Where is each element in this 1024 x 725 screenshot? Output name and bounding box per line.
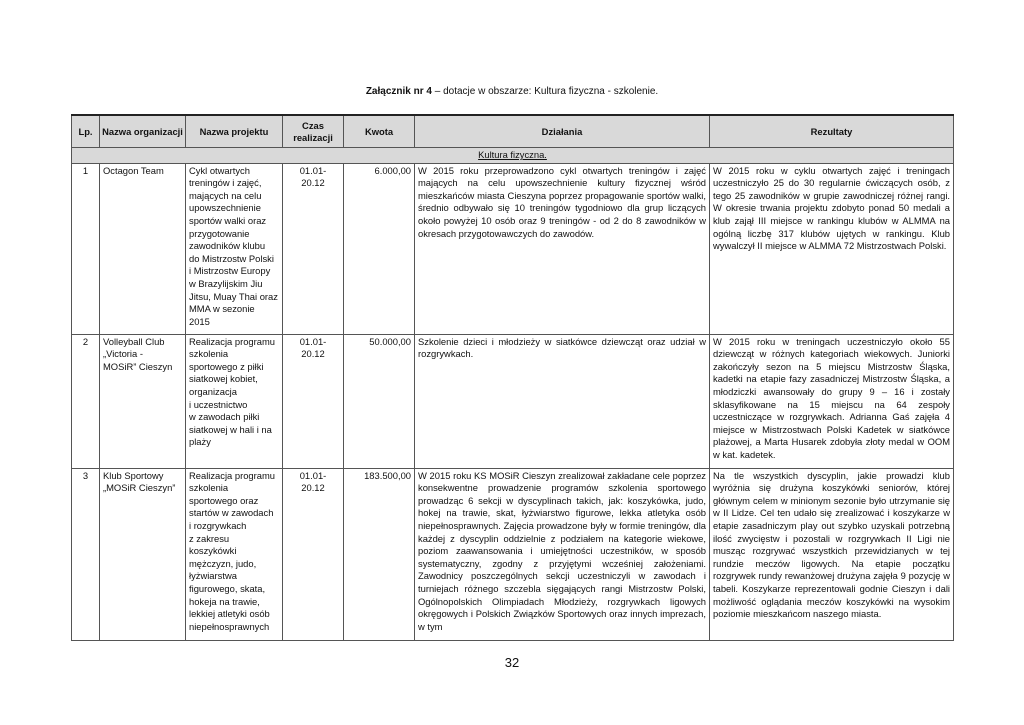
header-lp: Lp. xyxy=(72,115,100,148)
cell-projekt: Realizacja programu szkolenia sportowego oraz startów w zawodach i rozgrywkach z zakresu koszykówki mężczyzn, judo, łyżwiarstwa figurowego, skata, hokeja na trawie, lekkiej atletyki osób niepełnosprawnych xyxy=(186,468,283,640)
cell-dzialania: W 2015 roku przeprowadzono cykl otwartych treningów i zajęć mających na celu upowszechnienie kultury fizycznej wśród mieszkańców miasta Cieszyna poprzez propagowanie sportów walki, średnio odbywało się 10 treningów tygodniowo dla grup liczących około powyżej 10 osób oraz 9 treningów - od 2 do 8 zawodników w okresach przygotowawczych do zawodów. xyxy=(415,163,710,334)
cell-rezultaty: W 2015 roku w cyklu otwartych zajęć i treningach uczestniczyło 25 do 30 regularnie ćwiczących osób, z tego 25 zawodników w grupie zawodniczej różnej rangi. W okresie trwania projektu zdobyto ponad 50 medali a klub zajął III miejsce w rankingu klubów w ALMMA na ogólną liczbę 317 klubów ujętych w rankingu. Klub wywalczył II miejsce w ALMMA 72 Mistrzostwach Polski. xyxy=(710,163,954,334)
header-projekt: Nazwa projektu xyxy=(186,115,283,148)
header-dzialania: Działania xyxy=(415,115,710,148)
cell-organizacja: Klub Sportowy „MOSiR Cieszyn” xyxy=(100,468,186,640)
page-number: 32 xyxy=(504,655,520,670)
header-czas: Czas realizacji xyxy=(283,115,344,148)
cell-projekt: Cykl otwartych treningów i zajęć, mających na celu upowszechnienie sportów walki oraz przygotowanie zawodników klubu do Mistrzostw Polski i Mistrzostw Europy w Brazylijskim Jiu Jitsu, Muay Thai oraz MMA w sezonie 2015 xyxy=(186,163,283,334)
header-kwota: Kwota xyxy=(344,115,415,148)
table-row xyxy=(72,334,954,468)
cell-czas: 01.01- 20.12 xyxy=(283,468,344,640)
header-organizacja: Nazwa organizacji xyxy=(100,115,186,148)
cell-czas: 01.01- 20.12 xyxy=(283,163,344,334)
title-rest: – dotacje w obszarze: Kultura fizyczna - szkolenie. xyxy=(431,86,659,97)
cell-dzialania: W 2015 roku KS MOSiR Cieszyn zrealizował zakładane cele poprzez konsekwentne prowadzenie programów szkolenia sportowego prowadząc 6 sekcji w dyscyplinach takich, jak: koszykówka, judo, hokej na trawie, skat, łyżwiarstwo figurowe, lekka atletyka osób niepełnosprawnych. Zajęcia prowadzone były w formie treningów, dla każdej z dyscyplin oddzielnie z podziałem na kategorie wiekowe, poziom zaawansowania i umiejętności uczestników, w sposób systematyczny, zgodny z przyjętymi wcześniej założeniami. Zawodnicy poszczególnych sekcji uczestniczyli w zawodach i turniejach różnego szczebla sięgających rangi Mistrzostw Polski, Ogólnopolskich Olimpiadach Młodzieży, rozgrywkach ligowych okręgowych i Polskich Związków Sportowych oraz innych imprezach, w tym xyxy=(415,468,710,640)
section-row xyxy=(72,148,954,164)
cell-lp: 2 xyxy=(72,334,100,468)
table-row xyxy=(72,163,954,334)
cell-czas: 01.01- 20.12 xyxy=(283,334,344,468)
cell-kwota: 6.000,00 xyxy=(344,163,415,334)
title-bold: Załącznik nr 4 xyxy=(365,86,432,97)
cell-organizacja: Octagon Team xyxy=(100,163,186,334)
table-row xyxy=(72,468,954,640)
cell-organizacja: Volleyball Club „Victoria - MOSiR” Cieszyn xyxy=(100,334,186,468)
cell-dzialania: Szkolenie dzieci i młodzieży w siatkówce dziewcząt oraz udział w rozgrywkach. xyxy=(415,334,710,468)
cell-kwota: 50.000,00 xyxy=(344,334,415,468)
cell-kwota: 183.500,00 xyxy=(344,468,415,640)
grants-table xyxy=(71,114,954,641)
header-row xyxy=(72,115,954,148)
document-title xyxy=(0,86,1024,97)
cell-lp: 1 xyxy=(72,163,100,334)
section-label: Kultura fizyczna. xyxy=(478,149,547,160)
cell-rezultaty: W 2015 roku w treningach uczestniczyło około 55 dziewcząt w różnych kategoriach wiekowych. Juniorki zakończyły sezon na 5 miejscu Mistrzostw Śląska, kadetki na etapie fazy zasadniczej Mistrzostw Śląska, a młodziczki awansowały do grupy 9 – 16 i zostały sklasyfikowane na 15 miejscu na 64 zespoły uczestniczące w rozgrywkach. Adrianna Gaś zajęła 4 miejsce w Mistrzostwach Polski Kadetek w siatkówce plażowej, a Marta Husarek zdobyła złoty medal w OOM w kat. kadetek. xyxy=(710,334,954,468)
cell-lp: 3 xyxy=(72,468,100,640)
cell-projekt: Realizacja programu szkolenia sportowego z piłki siatkowej kobiet, organizacja i uczestnictwo w zawodach piłki siatkowej w hali i na plaży xyxy=(186,334,283,468)
header-rezultaty: Rezultaty xyxy=(710,115,954,148)
cell-rezultaty: Na tle wszystkich dyscyplin, jakie prowadzi klub wyróżnia się drużyna koszykówki seniorów, której głównym celem w minionym sezonie było utrzymanie się w II Lidze. Cel ten udało się zrealizować i koszykarze w etapie zasadniczym play out szybko uzyskali potrzebną ilość zwycięstw i pozostali w rozgrywkach II Ligi nie musząc rozgrywać wszystkich przewidzianych w tej rundzie meczów ligowych. Na etapie początku rozgrywek rundy rewanżowej drużyna zajęła 9 pozycję w tabeli. Koszykarze reprezentowali godnie Cieszyn i dali możliwość oglądania meczów koszykówki na wysokim poziomie mieszkańcom naszego miasta. xyxy=(710,468,954,640)
